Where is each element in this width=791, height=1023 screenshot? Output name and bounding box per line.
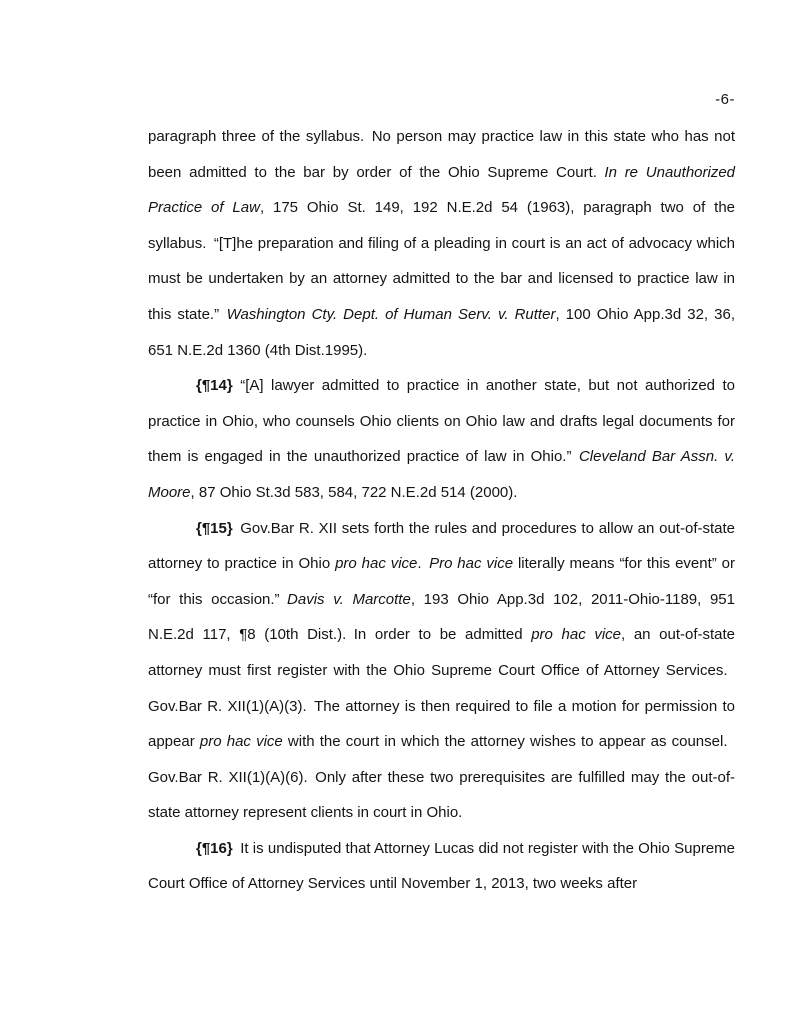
case-citation: In re Unauthorized Practice of Law — [148, 163, 736, 217]
text-run: literally means “for this event” or “for this occasion.” — [148, 555, 735, 608]
case-citation: Pro hac vice — [429, 555, 514, 573]
case-citation: Cleveland Bar Assn. v. Moore — [148, 448, 735, 501]
text-run: with the court in which the attorney wishes to appear as counsel. Gov.Bar R. XII(1)(A)(6). Only after these two prerequisites are fulfilled may the out-of-state attorney represent clients in court in Ohio. — [148, 733, 735, 822]
paragraph-number: {¶14} — [196, 377, 233, 395]
document-body — [148, 119, 735, 902]
paragraph — [148, 831, 735, 902]
case-citation: Washington Cty. Dept. of Human Serv. v. Rutter — [226, 305, 556, 323]
case-citation: Davis v. Marcotte — [287, 590, 411, 608]
paragraph — [148, 119, 735, 368]
paragraph-number: {¶15} — [196, 519, 233, 537]
text-run: It is undisputed that Attorney Lucas did not register with the Ohio Supreme Court Office of Attorney Services until November 1, 2013, two weeks after — [148, 839, 735, 893]
paragraph-number: {¶16} — [196, 839, 233, 857]
case-citation: pro hac vice — [199, 733, 283, 751]
case-citation: pro hac vice — [531, 626, 622, 644]
paragraph — [148, 368, 735, 510]
page-number: -6- — [715, 91, 735, 108]
text-run: “[A] lawyer admitted to practice in another state, but not authorized to practice in Ohio, who counsels Ohio clients on Ohio law and drafts legal documents for them is engaged in the unauthorized practice of law in Ohio.” — [148, 377, 735, 466]
text-run: paragraph three of the syllabus. No person may practice law in this state who has not been admitted to the bar by order of the Ohio Supreme Court. — [148, 128, 735, 181]
text-run: Gov.Bar R. XII sets forth the rules and procedures to allow an out-of-state attorney to practice in Ohio — [148, 519, 735, 573]
paragraph — [148, 511, 735, 831]
text-run: . — [417, 555, 430, 573]
text-run: , 175 Ohio St. 149, 192 N.E.2d 54 (1963), paragraph two of the syllabus. “[T]he preparation and filing of a pleading in court is an act of advocacy which must be undertaken by an attorney admitted to the bar and licensed to practice law in this state.” — [148, 199, 735, 323]
text-run: , 193 Ohio App.3d 102, 2011-Ohio-1189, 951 N.E.2d 117, ¶8 (10th Dist.). In order to be admitted — [148, 590, 735, 644]
case-citation: pro hac vice — [335, 555, 418, 573]
text-run: , 87 Ohio St.3d 583, 584, 722 N.E.2d 514 (2000). — [190, 483, 518, 501]
text-run: , an out-of-state attorney must first register with the Ohio Supreme Court Office of Attorney Services. Gov.Bar R. XII(1)(A)(3). The attorney is then required to file a motion for permission to appear — [148, 626, 736, 751]
text-run: , 100 Ohio App.3d 32, 36, 651 N.E.2d 1360 (4th Dist.1995). — [148, 305, 735, 359]
